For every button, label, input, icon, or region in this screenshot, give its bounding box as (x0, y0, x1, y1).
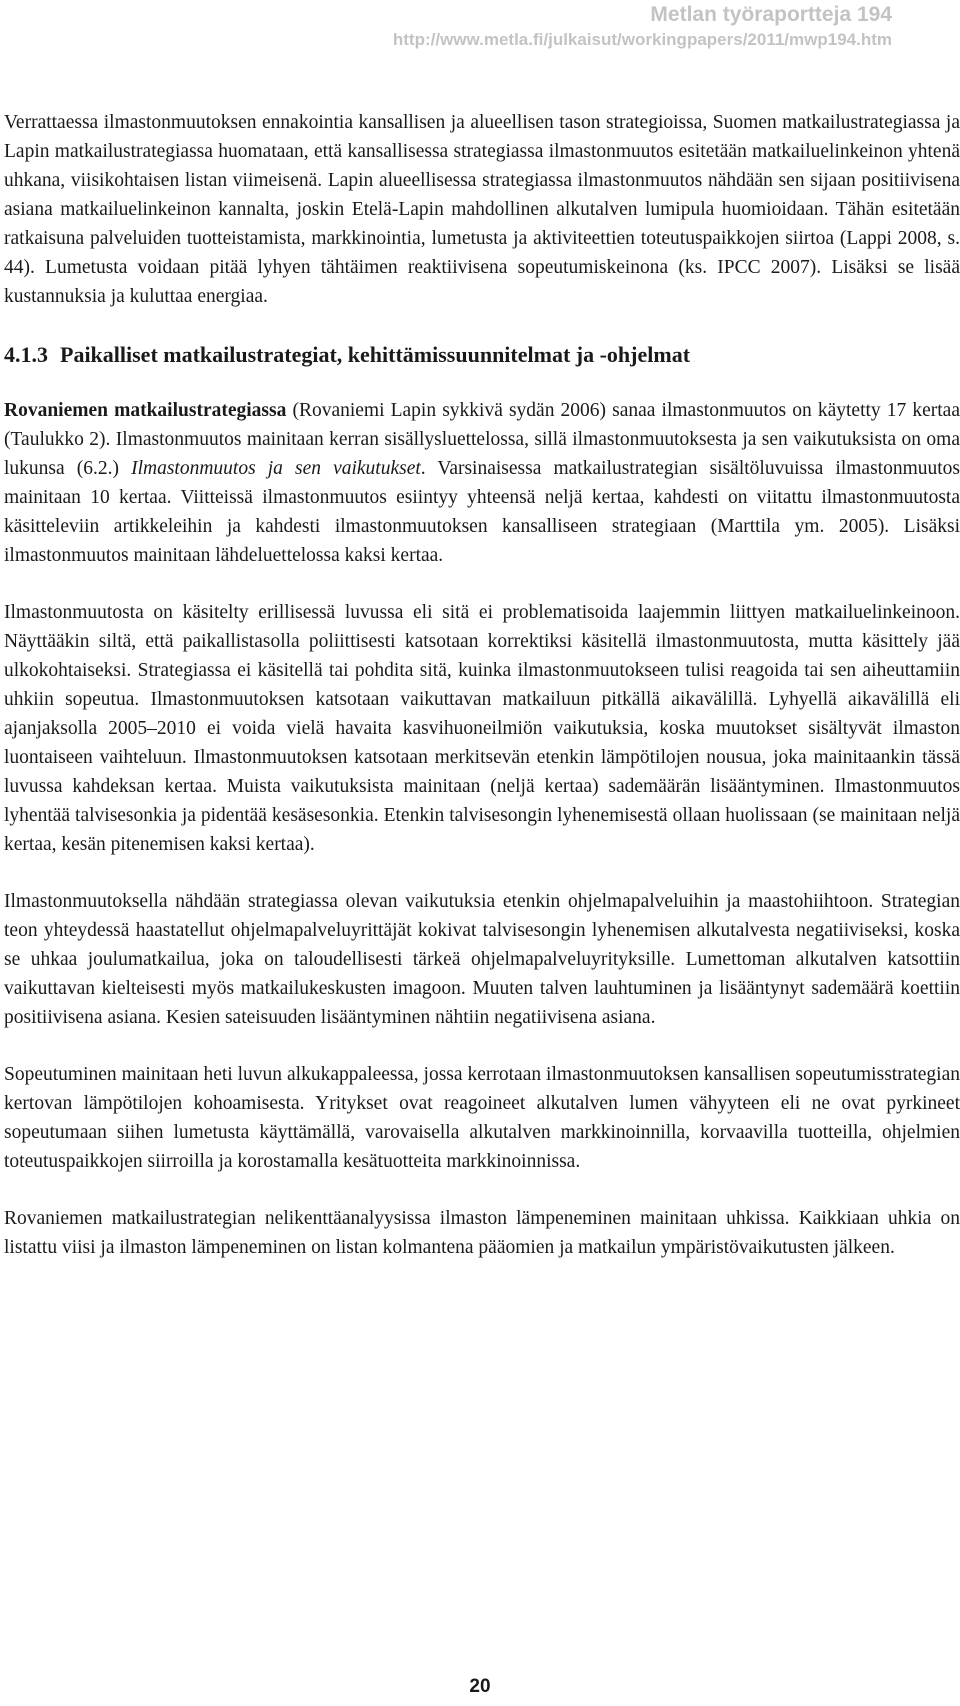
section-number: 4.1.3 (4, 342, 48, 367)
running-header (393, 2, 892, 52)
series-title: Metlan työraportteja 194 (650, 3, 892, 26)
bold-lead-term: Rovaniemen matkailustrategiassa (4, 400, 287, 421)
section-title: Paikalliset matkailustrategiat, kehittämissuunnitelmat ja -ohjelmat (60, 342, 691, 367)
section-heading (4, 340, 960, 370)
publication-url[interactable]: http://www.metla.fi/julkaisut/workingpapers/2011/mwp194.htm (392, 30, 892, 49)
italic-chapter-title: Ilmastonmuutos ja sen vaikutukset (131, 458, 421, 479)
page-number: 20 (469, 1676, 491, 1697)
paragraph: Sopeutuminen mainitaan heti luvun alkukappaleessa, jossa kerrotaan ilmastonmuutoksen kansallisen sopeutumisstrategian kertovan lämpötilojen kohoamisesta. Yritykset ovat reagoineet alkutalven lumen vähyyteen eli ne ovat pyrkineet sopeutumaan siihen lumetusta käyttämällä, varovaisella alkutalven markkinoinnilla, korvaavilla tuotteilla, ohjelmien toteutuspaikkojen siirroilla ja korostamalla kesätuotteita markkinoinnissa. (4, 1064, 960, 1172)
paragraph-text: . Varsinaisessa matkailustrategian sisältöluvuissa ilmastonmuutos mainitaan 10 kertaa. Viitteissä ilmastonmuutos esiintyy yhteensä neljä kertaa, kahdesti on viitattu ilmastonmuutosta käsitteleviin artikkeleihin ja kahdesti ilmastonmuutoksen kansalliseen strategiaan (Marttila ym. 2005). Lisäksi ilmastonmuutos mainitaan lähdeluettelossa kaksi kertaa. (4, 458, 960, 566)
paragraph: Ilmastonmuutoksella nähdään strategiassa olevan vaikutuksia etenkin ohjelmapalveluihin ja maastohiihtoon. Strategian teon yhteydessä haastatellut ohjelmapalveluyrittäjät kokivat talvisesongin lyhenemisen alkutalvesta negatiiviseksi, koska se uhkaa joulumatkailua, joka on taloudellisesti tärkeä ohjelmapalveluyrityksille. Lumettoman alkutalven katsottiin vaikuttavan kielteisesti myös matkailukeskusten imagoon. Muuten talven lauhtuminen ja lisääntynyt sademäärä koettiin positiivisena asiana. Kesien sateisuuden lisääntyminen nähtiin negatiivisena asiana. (4, 891, 960, 1028)
body-text (4, 108, 960, 1290)
paragraph-text: (Rovaniemi Lapin sykkivä sydän 2006) sanaa ilmastonmuutos on käytetty 17 kertaa (Taulukko 2). Ilmastonmuutos mainitaan kerran sisällysluettelossa, sillä ilmastonmuutoksesta ja sen vaikutuksista on oma lukunsa (6.2.) (4, 400, 960, 479)
paragraph: Verrattaessa ilmastonmuutoksen ennakointia kansallisen ja alueellisen tason strategioissa, Suomen matkailustrategiassa ja Lapin matkailustrategiassa huomataan, että kansallisessa strategiassa ilmastonmuutos esitetään matkailuelinkeinon yhtenä uhkana, viisikohtaisen listan viimeisenä. Lapin alueellisessa strategiassa ilmastonmuutos nähdään sen sijaan positiivisena asiana matkailuelinkeinon kannalta, joskin Etelä-Lapin mahdollinen alkutalven lumipula huomioidaan. Tähän esitetään ratkaisuna palveluiden tuotteistamista, markkinointia, lumetusta ja aktiviteettien toteutuspaikkojen siirtoa (Lappi 2008, s. 44). Lumetusta voidaan pitää lyhyen tähtäimen reaktiivisena sopeutumiskeinona (ks. IPCC 2007). Lisäksi se lisää kustannuksia ja kuluttaa energiaa. (4, 112, 960, 307)
paragraph (4, 396, 960, 570)
paragraph: Rovaniemen matkailustrategian nelikenttäanalyysissa ilmaston lämpeneminen mainitaan uhkissa. Kaikkiaan uhkia on listattu viisi ja ilmaston lämpeneminen on listan kolmantena pääomien ja matkailun ympäristövaikutusten jälkeen. (4, 1208, 960, 1258)
paragraph: Ilmastonmuutosta on käsitelty erillisessä luvussa eli sitä ei problematisoida laajemmin liittyen matkailuelinkeinoon. Näyttääkin siltä, että paikallistasolla poliittisesti katsotaan korrektiksi käsitellä ilmastonmuutosta, mutta käsittely jää ulkokohtaiseksi. Strategiassa ei käsitellä tai pohdita sitä, kuinka ilmastonmuutokseen tulisi reagoida tai sen aiheuttamiin uhkiin sopeutua. Ilmastonmuutoksen katsotaan vaikuttavan matkailuun pitkällä aikavälillä. Lyhyellä aikavälillä eli ajanjaksolla 2005–2010 ei voida vielä havaita kasvihuoneilmiön vaikutuksia, koska muutokset sisältyvät ilmaston luontaiseen vaihteluun. Ilmastonmuutoksen katsotaan merkitsevän etenkin lämpötilojen nousua, joka mainitaankin tässä luvussa kahdeksan kertaa. Muista vaikutuksista mainitaan (neljä kertaa) sademäärän lisääntyminen. Ilmastonmuutos lyhentää talvisesonkia ja pidentää kesäsesonkia. Etenkin talvisesongin lyhenemisestä ollaan huolissaan (se mainitaan neljä kertaa, kesän pitenemisen kaksi kertaa). (4, 602, 960, 855)
